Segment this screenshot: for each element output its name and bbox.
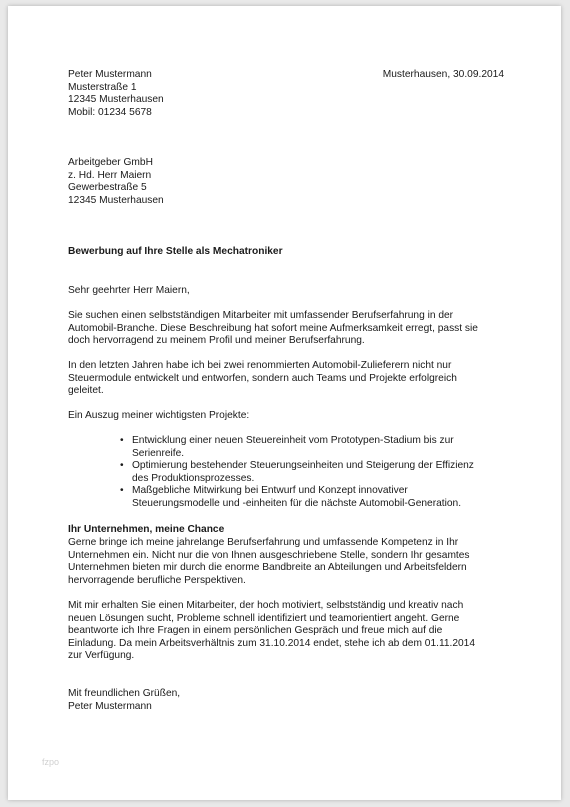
list-item-line: • Entwicklung einer neuen Steuereinheit vom Prototypen-Stadium bis zur (132, 435, 454, 446)
closing (68, 688, 180, 713)
salutation: Sehr geehrter Herr Maiern, (68, 285, 190, 296)
sender-street: Musterstraße 1 (68, 81, 137, 93)
paragraph-projects-intro: Ein Auszug meiner wichtigsten Projekte: (68, 410, 250, 421)
list-item-line: Steuerungsmodelle und -einheiten für die nächste Automobil-Generation. (132, 497, 462, 509)
closing-name: Peter Mustermann (68, 700, 152, 712)
paragraph-line: doch hervorragend zu meinem Profil und meiner Berufserfahrung. (68, 335, 365, 347)
list-item-line: • Maßgebliche Mitwirkung bei Entwurf und Konzept innovativer (132, 485, 408, 497)
paragraph-intro (68, 310, 508, 348)
list-item (68, 460, 508, 485)
list-item (68, 435, 508, 460)
paragraph-line: Steuermodule entwickelt und entworfen, sondern auch Teams und Projekte erfolgreich (68, 372, 457, 384)
recipient-attention: z. Hd. Herr Maiern (68, 169, 152, 181)
recipient-address (68, 157, 164, 207)
letter-subject: Bewerbung auf Ihre Stelle als Mechatroniker (68, 246, 283, 257)
list-item-line: des Produktionsprozesses. (132, 472, 255, 484)
recipient-street: Gewerbestraße 5 (68, 182, 147, 194)
letter-page (8, 6, 561, 800)
paragraph-experience (68, 360, 508, 398)
paragraph-line: Sie suchen einen selbstständigen Mitarbeiter mit umfassender Berufserfahrung in der (68, 310, 454, 321)
paragraph-line: neuen Lösungen sucht, Probleme schnell identifiziert und teamorientiert angeht. Gerne (68, 612, 460, 624)
paragraph-line: beantworte ich Ihre Fragen in einem persönlichen Gespräch und freue mich auf die (68, 625, 443, 637)
recipient-company: Arbeitgeber GmbH (68, 157, 153, 168)
list-item (68, 485, 508, 510)
paragraph-line: zur Verfügung. (68, 650, 135, 662)
sender-address (68, 69, 164, 119)
watermark: fzpo (42, 757, 60, 767)
sender-name: Peter Mustermann (68, 69, 152, 80)
sender-city: 12345 Musterhausen (68, 94, 164, 106)
paragraph-line: In den letzten Jahren habe ich bei zwei renommierten Automobil-Zulieferern nicht nur (68, 360, 452, 371)
closing-greeting: Mit freundlichen Grüßen, (68, 688, 181, 699)
paragraph-company (68, 537, 508, 587)
section-heading: Ihr Unternehmen, meine Chance (68, 524, 225, 535)
letter-date: Musterhausen, 30.09.2014 (382, 69, 504, 80)
paragraph-line: Gerne bringe ich meine jahrelange Berufserfahrung und umfassende Kompetenz in Ihr (68, 537, 459, 548)
list-item-line: Serienreife. (132, 447, 185, 459)
paragraph-line: Automobil-Branche. Diese Beschreibung hat sofort meine Aufmerksamkeit erregt, passt sie (68, 322, 478, 334)
sender-phone: Mobil: 01234 5678 (68, 106, 152, 118)
paragraph-line: Unternehmen ein. Nicht nur die von Ihnen ausgeschriebene Stelle, sondern Ihr gesamtes (68, 549, 470, 561)
list-item-line: • Optimierung bestehender Steuerungseinheiten und Steigerung der Effizienz (132, 460, 474, 472)
paragraph-line: Mit mir erhalten Sie einen Mitarbeiter, der hoch motiviert, selbstständig und kreativ nach (68, 600, 464, 611)
paragraph-line: Einladung. Da mein Arbeitsverhältnis zum 31.10.2014 endet, stehe ich ab dem 01.11.2014 (68, 637, 476, 649)
project-list (68, 435, 508, 511)
paragraph-line: hervorragende berufliche Perspektiven. (68, 574, 246, 586)
paragraph-line: Unternehmen bieten mir durch die enorme Bandbreite an Abteilungen und Arbeitsfeldern (68, 562, 467, 574)
paragraph-line: geleitet. (68, 385, 104, 397)
paragraph-motivation (68, 600, 508, 663)
recipient-city: 12345 Musterhausen (68, 194, 164, 206)
